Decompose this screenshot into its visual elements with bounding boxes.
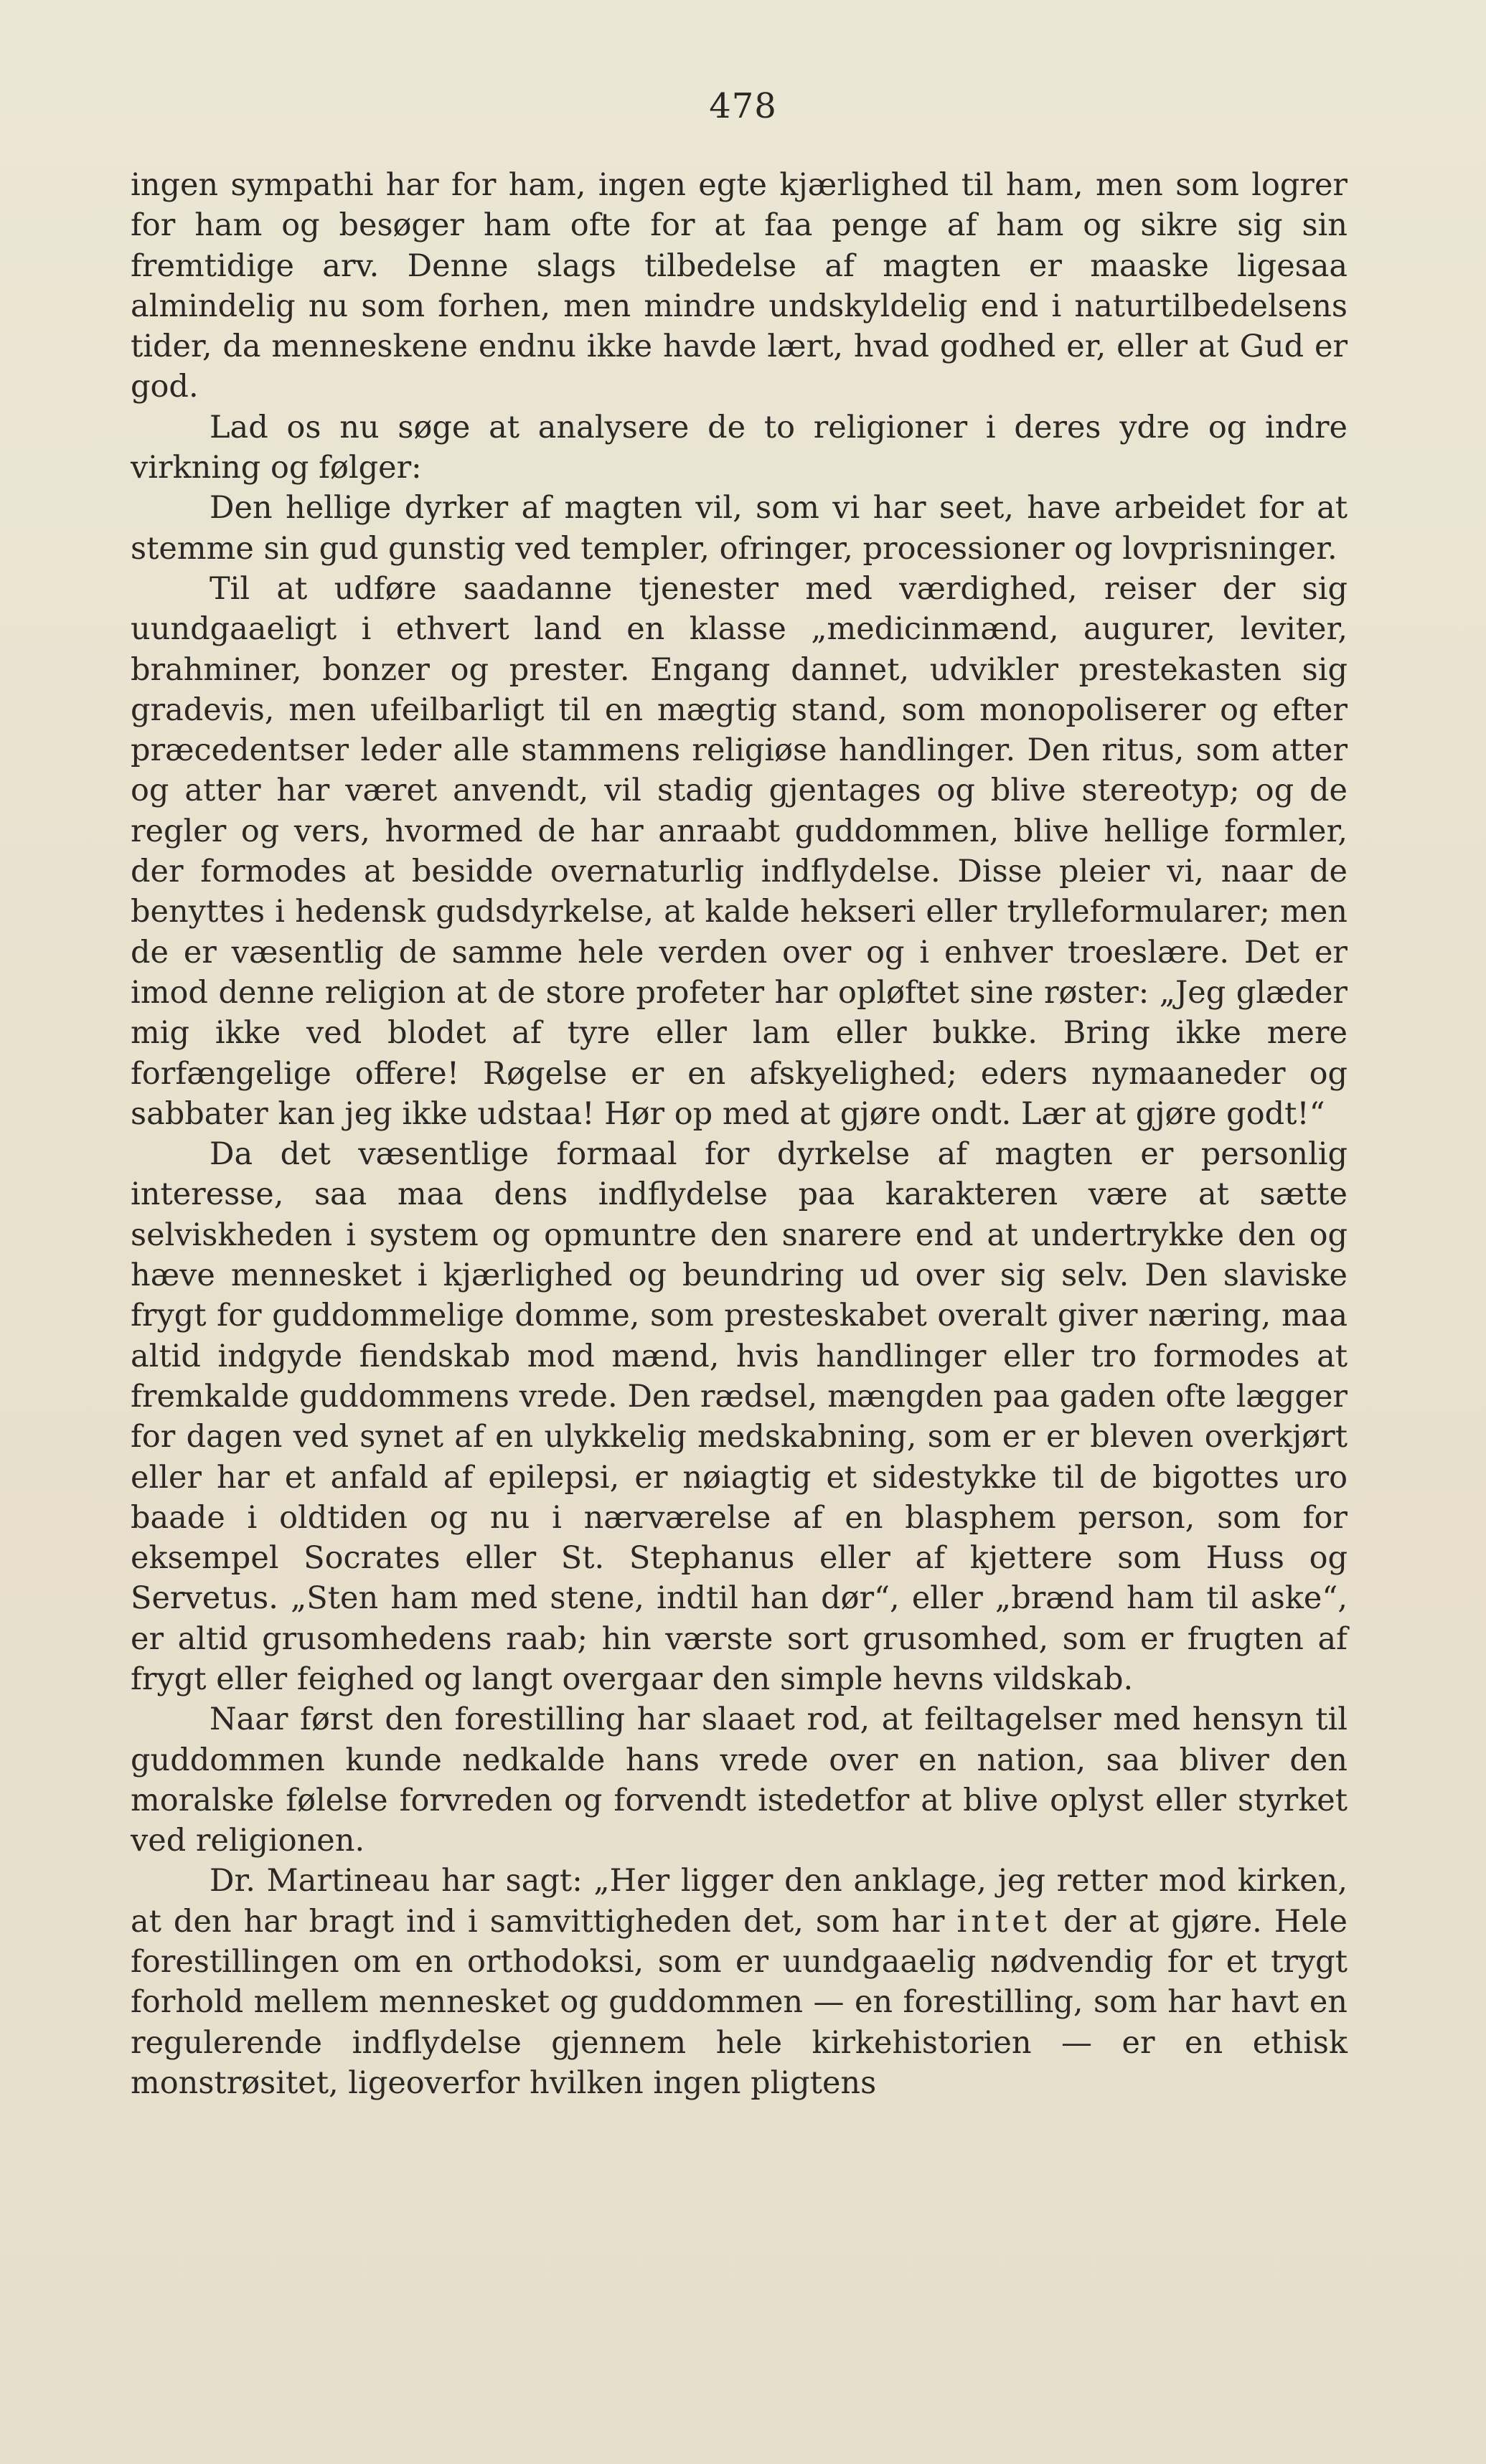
paragraph-1: ingen sympathi har for ham, ingen egte kjærlighed til ham, men som logrer for ham og besøger ham ofte for at faa penge af ham og sikre sig sin fremtidige arv. Denne slags tilbedelse af magten er maaske ligesaa almindelig nu som forhen, men mindre undskyldelig end i naturtilbedelsens tider, da menneskene endnu ikke havde lært, hvad godhed er, eller at Gud er god. [131, 167, 1348, 405]
page-number: 478 [709, 86, 777, 126]
paragraph-3: Den hellige dyrker af magten vil, som vi har seet, have arbeidet for at stemme sin gud gunstig ved templer, ofringer, processioner og lovprisninger. [131, 490, 1348, 567]
paragraph-7-start: Dr. Martineau har sagt: „Her ligger den anklage, jeg retter mod kirken, at den har bragt ind i samvittigheden det, som har [131, 1863, 1348, 1940]
emphasized-word: intet [956, 1903, 1051, 1940]
paragraph-7 [131, 1861, 1348, 2103]
paragraph-5: Da det væsentlige formaal for dyrkelse af magten er personlig interesse, saa maa dens indflydelse paa karakteren være at sætte selviskheden i system og opmuntre den snarere end at undertrykke den og hæve mennesket i kjærlighed og beundring ud over sig selv. Den slaviske frygt for guddommelige domme, som presteskabet overalt giver næring, maa altid indgyde fiendskab mod mænd, hvis handlinger eller tro formodes at fremkalde guddommens vrede. Den rædsel, mængden paa gaden ofte lægger for dagen ved synet af en ulykkelig medskabning, som er er bleven overkjørt eller har et anfald af epilepsi, er nøiagtig et sidestykke til de bigottes uro baade i oldtiden og nu i nærværelse af en blasphem person, som for eksempel Socrates eller St. Stephanus eller af kjettere som Huss og Servetus. „Sten ham med stene, indtil han dør“, eller „brænd ham til aske“, er altid grusomhedens raab; hin værste sort grusomhed, som er frugten af frygt eller feighed og langt overgaar den simple hevns vildskab. [131, 1136, 1348, 1697]
paragraph-2: Lad os nu søge at analysere de to religioner i deres ydre og indre virkning og følger: [131, 409, 1348, 486]
paragraph-7-end: der at gjøre. Hele forestillingen om en orthodoksi, som er uundgaaelig nødvendig for et trygt forhold mellem mennesket og guddommen — en forestilling, som har havt en regulerende indflydelse gjennem hele kirkehistorien — er en ethisk monstrøsitet, ligeoverfor hvilken ingen pligtens [131, 1903, 1348, 2101]
body-text [131, 165, 1348, 2103]
paragraph-6: Naar først den forestilling har slaaet rod, at feiltagelser med hensyn til guddommen kunde nedkalde hans vrede over en nation, saa bliver den moralske følelse forvreden og forvendt istedetfor at blive oplyst eller styrket ved religionen. [131, 1701, 1348, 1859]
paragraph-4: Til at udføre saadanne tjenester med værdighed, reiser der sig uundgaaeligt i ethvert land en klasse „medicinmænd, augurer, leviter, brahminer, bonzer og prester. Engang dannet, udvikler prestekasten sig gradevis, men ufeilbarligt til en mægtig stand, som monopoliserer og efter præcedentser leder alle stammens religiøse handlinger. Den ritus, som atter og atter har været anvendt, vil stadig gjentages og blive stereotyp; og de regler og vers, hvormed de har anraabt guddommen, blive hellige formler, der formodes at besidde overnaturlig indflydelse. Disse pleier vi, naar de benyttes i hedensk gudsdyrkelse, at kalde hekseri eller trylleformularer; men de er væsentlig de samme hele verden over og i enhver troeslære. Det er imod denne religion at de store profeter har opløftet sine røster: „Jeg glæder mig ikke ved blodet af tyre eller lam eller bukke. Bring ikke mere forfængelige offere! Røgelse er en afskyelighed; eders nymaaneder og sabbater kan jeg ikke udstaa! Hør op med at gjøre ondt. Lær at gjøre godt!“ [131, 570, 1348, 1132]
